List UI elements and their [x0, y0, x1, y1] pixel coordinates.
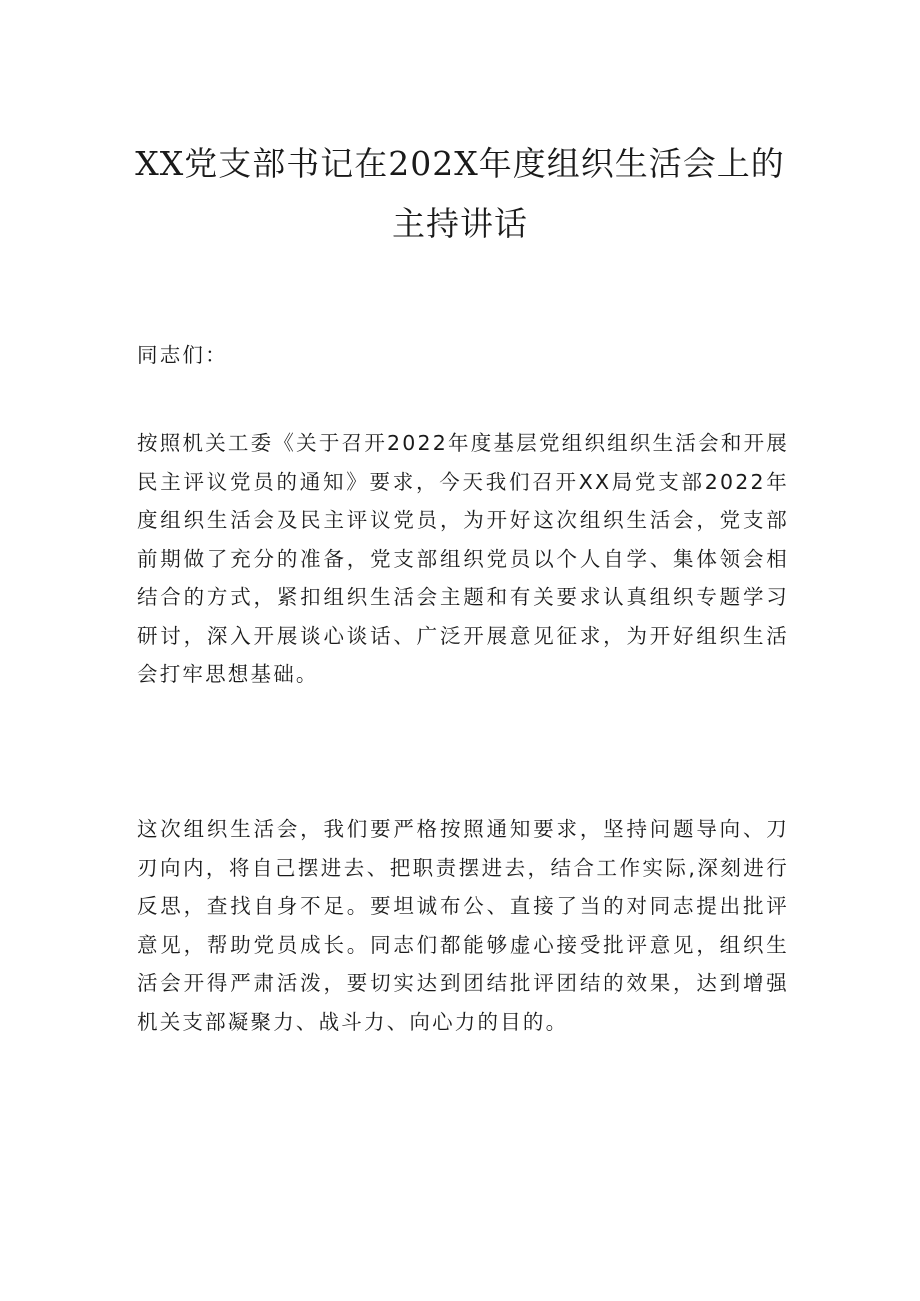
- paragraph-1: 按照机关工委《关于召开2022年度基层党组织组织生活会和开展民主评议党员的通知》要求，今天我们召开XX局党支部2022年度组织生活会及民主评议党员，为开好这次组织生活会，党支部前期做了充分的准备，党支部组织党员以个人自学、集体领会相结合的方式，紧扣组织生活会主题和有关要求认真组织专题学习研讨，深入开展谈心谈话、广泛开展意见征求，为开好组织生活会打牢思想基础。: [137, 431, 789, 686]
- document-title: [120, 134, 800, 254]
- title-line-1: XX党支部书记在202X年度组织生活会上的: [135, 144, 785, 183]
- title-line-2: 主持讲话: [392, 204, 528, 243]
- salutation: 同志们：: [137, 343, 228, 367]
- paragraph-2: 这次组织生活会，我们要严格按照通知要求，坚持问题导向、刀刃向内，将自己摆进去、把职责摆进去，结合工作实际,深刻进行反思，查找自身不足。要坦诚布公、直接了当的对同志提出批评意见，帮助党员成长。同志们都能够虚心接受批评意见，组织生活会开得严肃活泼，要切实达到团结批评团结的效果，达到增强机关支部凝聚力、战斗力、向心力的目的。: [137, 817, 789, 1034]
